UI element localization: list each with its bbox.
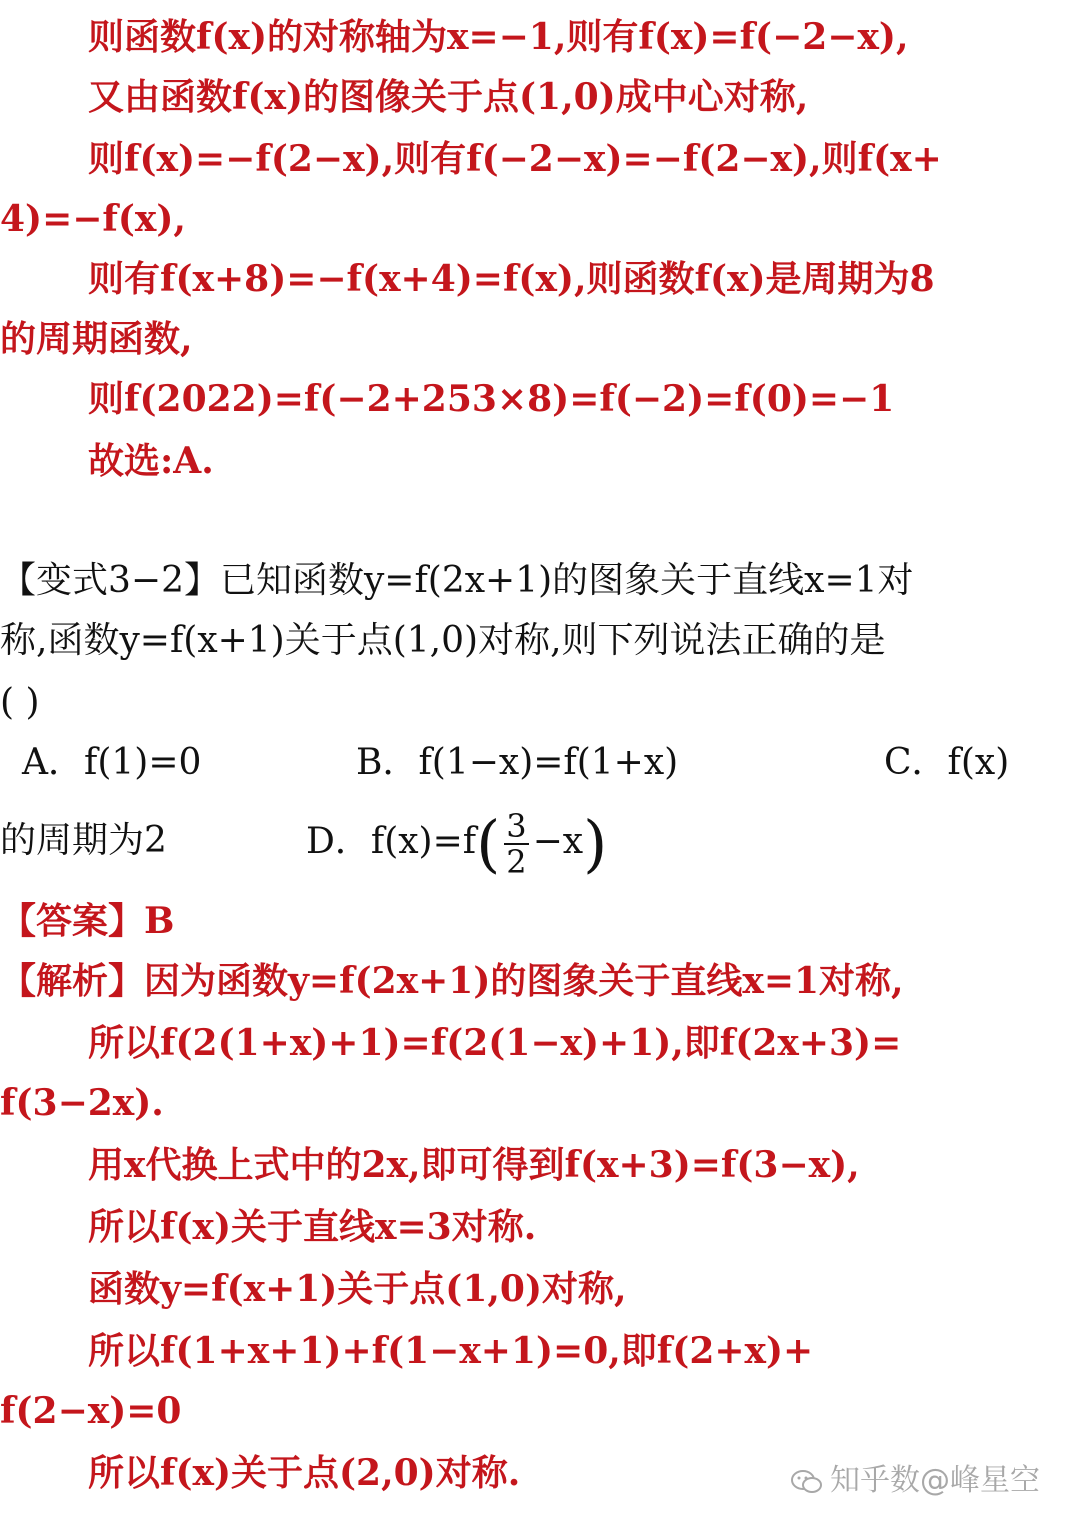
solution-line-7: 则f(2022)=f(−2+253×8)=f(−2)=f(0)=−1 [88, 378, 895, 420]
option-d-suffix: −x [532, 821, 584, 862]
analysis-line-7: 所以f(1+x+1)+f(1−x+1)=0,即f(2+x)+ [88, 1330, 814, 1372]
watermark-text: 知乎数@峰星空 [830, 1463, 1040, 1498]
analysis-line-3: f(3−2x). [0, 1082, 164, 1124]
solution-line-6: 的周期函数, [0, 318, 193, 360]
analysis-line-6: 函数y=f(x+1)关于点(1,0)对称, [88, 1268, 627, 1310]
option-a: A．f(1)=0 [22, 742, 202, 783]
solution-line-4: 4)=−f(x), [0, 198, 186, 240]
problem-title-line-3: ( ) [0, 682, 40, 723]
solution-line-2: 又由函数f(x)的图像关于点(1,0)成中心对称, [88, 76, 809, 118]
option-b: B．f(1−x)=f(1+x) [356, 742, 679, 783]
analysis-line-2: 所以f(2(1+x)+1)=f(2(1−x)+1),即f(2x+3)= [88, 1022, 902, 1064]
wechat-icon [790, 1469, 824, 1495]
option-d-left-paren: ( [476, 807, 501, 880]
option-c-continued: 的周期为2 [0, 820, 167, 861]
analysis-line-9: 所以f(x)关于点(2,0)对称. [88, 1452, 521, 1494]
option-d-denominator: 2 [506, 843, 527, 881]
option-d-right-paren: ) [583, 807, 608, 880]
option-d-prefix: D．f(x)=f [306, 821, 477, 862]
option-d-fraction [504, 809, 528, 879]
option-d [306, 802, 607, 882]
watermark [790, 1455, 1040, 1499]
solution-line-8: 故选:A. [88, 440, 214, 482]
option-c: C．f(x) [884, 742, 1010, 783]
solution-line-5: 则有f(x+8)=−f(x+4)=f(x),则函数f(x)是周期为8 [88, 258, 935, 300]
solution-line-3: 则f(x)=−f(2−x),则有f(−2−x)=−f(2−x),则f(x+ [88, 138, 942, 180]
answer-label: 【答案】B [0, 900, 175, 942]
solution-line-1: 则函数f(x)的对称轴为x=−1,则有f(x)=f(−2−x), [88, 16, 909, 58]
analysis-line-1: 【解析】因为函数y=f(2x+1)的图象关于直线x=1对称, [0, 960, 904, 1002]
problem-title-line-2: 称,函数y=f(x+1)关于点(1,0)对称,则下列说法正确的是 [0, 620, 886, 661]
analysis-line-8: f(2−x)=0 [0, 1390, 182, 1432]
analysis-line-4: 用x代换上式中的2x,即可得到f(x+3)=f(3−x), [88, 1144, 860, 1186]
problem-title-line-1: 【变式3−2】已知函数y=f(2x+1)的图象关于直线x=1对 [0, 560, 914, 601]
analysis-line-5: 所以f(x)关于直线x=3对称. [88, 1206, 537, 1248]
option-d-numerator: 3 [506, 807, 527, 845]
